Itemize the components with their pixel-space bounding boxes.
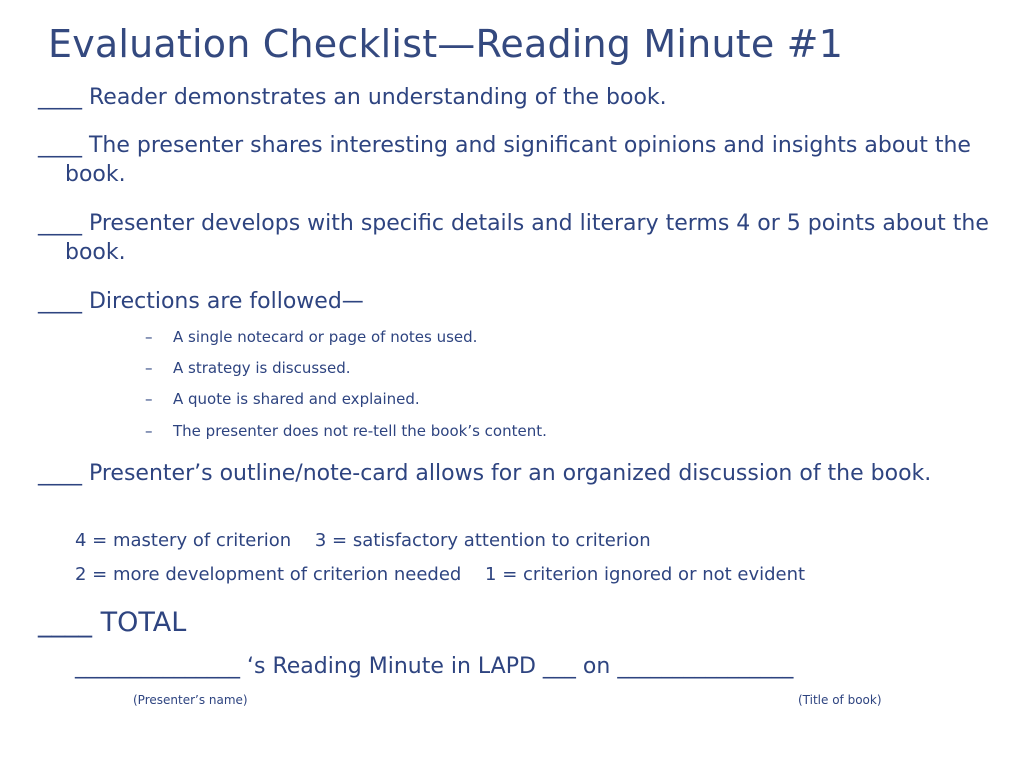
direction-strategy: – A strategy is discussed. — [145, 359, 351, 377]
scale-line-2: 2 = more development of criterion needed 1 = criterion ignored or not evident — [75, 564, 806, 585]
criterion-outline: ____ Presenter’s outline/note-card allows for an organized discussion of the book. — [38, 461, 932, 486]
criterion-directions: ____ Directions are followed— — [38, 289, 364, 314]
book-title-caption: (Title of book) — [798, 693, 882, 707]
direction-quote: – A quote is shared and explained. — [145, 390, 420, 408]
dash-bullet: – — [145, 328, 153, 346]
criterion-understanding: ____ Reader demonstrates an understanding of the book. — [38, 85, 667, 110]
page-title: Evaluation Checklist—Reading Minute #1 — [48, 22, 844, 66]
criterion-details: ____ Presenter develops with specific details and literary terms 4 or 5 points about the book. — [38, 211, 989, 265]
direction-notecard: – A single notecard or page of notes used. — [145, 328, 478, 346]
dash-bullet: – — [145, 422, 153, 440]
presenter-name-caption: (Presenter’s name) — [133, 693, 248, 707]
criterion-opinions: ____ The presenter shares interesting and significant opinions and insights about the book. — [38, 133, 971, 187]
signature-line: _______________ ‘s Reading Minute in LAPD ___ on ________________ — [75, 654, 794, 679]
scale-line-1: 4 = mastery of criterion 3 = satisfactory attention to criterion — [75, 530, 651, 551]
total-line: ____ TOTAL — [38, 607, 187, 638]
dash-bullet: – — [145, 390, 153, 408]
dash-bullet: – — [145, 359, 153, 377]
direction-no-retell: – The presenter does not re-tell the book’s content. — [145, 422, 547, 440]
